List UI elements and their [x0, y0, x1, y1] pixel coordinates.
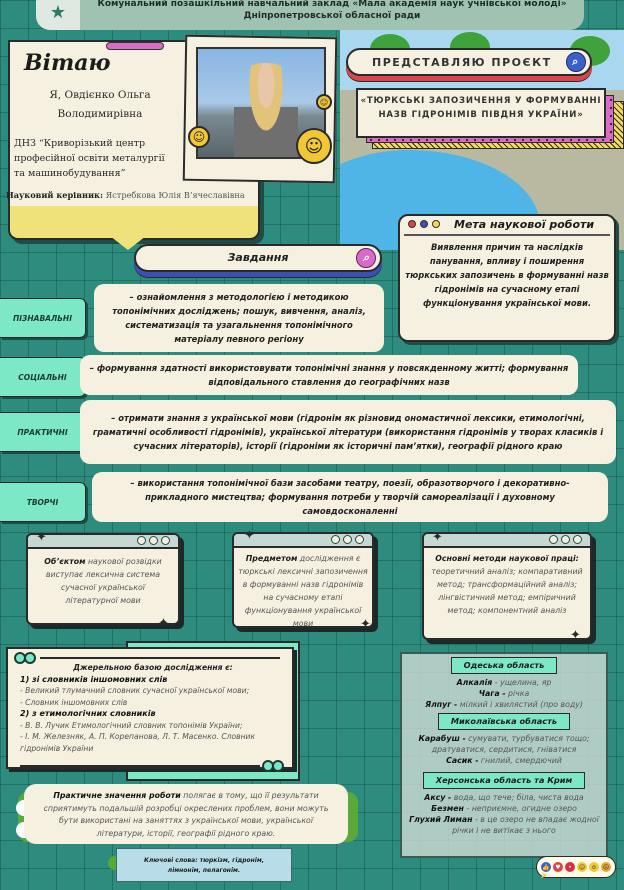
task-label-creative: ТВОРЧІ	[0, 482, 86, 522]
divider	[20, 765, 260, 767]
school-name: ДНЗ “Криворізький центр професійної освіти металургії та машинобудування”	[14, 138, 165, 179]
task-text-creative: – використання топонімічної бази засобами театру, поезії, образотворчого і декоративно-прикладного мистецтва; формування потреби у творчій самореалізації і духовному самовдосконаленні	[92, 472, 608, 522]
sparkle-icon: ✦	[244, 528, 255, 543]
region-kherson-crimea: Херсонська область та Крим	[423, 772, 585, 789]
task-text-cognitive: – ознайомлення з методологією і методикою топонімічних досліджень; пошук, вивчення, аналіз, систематизація та узагальнення топонімічного матеріалу певного регіону	[94, 284, 384, 352]
task-label-cognitive: ПІЗНАВАЛЬНІ	[0, 298, 86, 338]
greeting-title: Вітаю	[24, 50, 111, 76]
love-icon[interactable]: ♥	[553, 862, 563, 872]
header-line-1: Комунальний позашкільний навчальний заклад «Мала академія наук учнівської молоді»	[97, 0, 567, 9]
like-icon[interactable]: 👍	[542, 863, 550, 871]
advisor	[6, 190, 262, 200]
sparkle-icon: ✦	[570, 628, 581, 643]
present-project-button[interactable]: ПРЕДСТАВЛЯЮ ПРОЄКТ ⌕	[346, 48, 592, 76]
window-dots	[408, 220, 440, 228]
smiley-icon: ☺	[316, 94, 332, 110]
goal-text: Виявлення причин та наслідків панування, впливу і поширення тюркських запозичень в формуванні назв гідронімів на сучасному етапі функціонування української мови.	[405, 242, 609, 308]
practical-significance: Практичне значення роботи полягає в тому, що її результати сприятимуть подальшій розробці окреслених проблем, вони можуть бути використані на заняттях з української мови, української літератури, історії, географії рідного краю.	[24, 784, 348, 844]
sparkle-icon: ✦	[158, 616, 169, 631]
red-dot-icon	[408, 220, 416, 228]
yellow-dot-icon	[432, 220, 440, 228]
search-icon[interactable]: ⌕	[566, 52, 586, 72]
subject-card: Предметом дослідження є тюркські лексичні запозичення в формуванні назв гідронімів на сучасному етапі функціонування української мови	[232, 532, 374, 628]
circles-icon	[262, 760, 282, 772]
object-card: Об’єктом наукової розвідки виступає лексична система сучасної української літературної мови	[26, 533, 180, 625]
sparkle-icon: ✦	[432, 530, 443, 545]
project-title: «ТЮРКСЬКІ ЗАПОЗИЧЕННЯ У ФОРМУВАННІ НАЗВ ГІДРОНІМІВ ПІВДНЯ УКРАЇНИ»	[356, 88, 606, 138]
task-label-social: СОЦІАЛЬНІ	[0, 357, 86, 397]
star-icon: ★	[36, 0, 80, 30]
search-icon[interactable]: ⌕	[356, 248, 376, 268]
greeting-card-footer	[8, 206, 260, 240]
task-text-social: – формування здатності використовувати топонімічні знання у повсякденному житті; формування відповідального ставлення до географічних назв	[80, 355, 578, 395]
header-line-2: Дніпропетровської обласної ради	[243, 11, 421, 21]
hydronyms-list: Одеська область Алкалія - ущелина, яр Чага - річка Ялпуг - мілкий і хвилястий (про воду) Миколаївська область Карабуш - сумувати, турбуватися тощо; дратуватися, сердитися, гніватися Сасик - гнилий, смердючий Херсонська область та Крим Аксу - вода, що тече; біла, чиста вода Безмен - неприємне, огидне озеро Глухий Лиман - в це озеро не впадає жодної річки і не витікає з нього	[400, 654, 608, 836]
wow-icon[interactable]: o	[589, 862, 599, 872]
cursor-icon: ➤	[540, 870, 549, 881]
advisor-label: Науковий керівник:	[6, 190, 103, 200]
divider	[404, 234, 610, 236]
sparkle-icon: ✦	[36, 530, 47, 545]
sources-content: Джерельною базою дослідження є: 1) зі словників іншомовних слів - Великий тлумачний словник сучасної української мови; - Словник іншомовних слів 2) з етимологічних словників - В. В. Лучик Етимологічний словник топонімів України; - І. М. Железняк, А. П. Корепанова, Л. Т. Масенко. Словник гідронімів України	[20, 663, 256, 753]
haha-icon[interactable]: ☺	[578, 863, 586, 871]
keywords-box: Ключові слова: тюркізм, гідронім, лімнонім, пелагонім.	[116, 848, 292, 882]
goal-title: Мета наукової роботи	[454, 218, 595, 231]
blue-dot-icon	[420, 220, 428, 228]
decor-pill	[106, 42, 164, 50]
sparkle-icon: ✦	[360, 617, 371, 632]
institution-header	[36, 0, 584, 30]
advisor-name: Ястребкова Юлія В’ячеславівна	[105, 190, 245, 200]
author-name: Я, Овдієнко Ольга Володимирівна	[49, 89, 151, 120]
region-odesa: Одеська область	[451, 657, 558, 674]
region-mykolaiv: Миколаївська область	[438, 713, 570, 730]
methods-card: Основні методи наукової праці: теоретичний аналіз; компаративний метод; трансформаційний аналіз; лінгвістичний метод; емпіричний метод; компонентний аналіз	[422, 532, 592, 640]
sad-icon[interactable]: ☹	[602, 863, 610, 871]
divider	[40, 657, 280, 659]
wink-smiley-icon: ☺	[188, 126, 210, 148]
task-label-practical: ПРАКТИЧНІ	[0, 412, 86, 452]
tasks-header[interactable]: Завдання ⌕	[134, 244, 382, 272]
wink-smiley-icon: ☺	[296, 128, 332, 164]
angry-icon[interactable]: •	[565, 862, 575, 872]
task-text-practical: – отримати знання з української мови (гідронім як різновид ономастичної лексики, етимологічні, граматичні особливості гідронімів), української літератури (використання гідронімів у творах класиків і сучасних літераторів), історії (гідроніми як історичні пам’ятки), географії рідного краю	[80, 400, 616, 464]
